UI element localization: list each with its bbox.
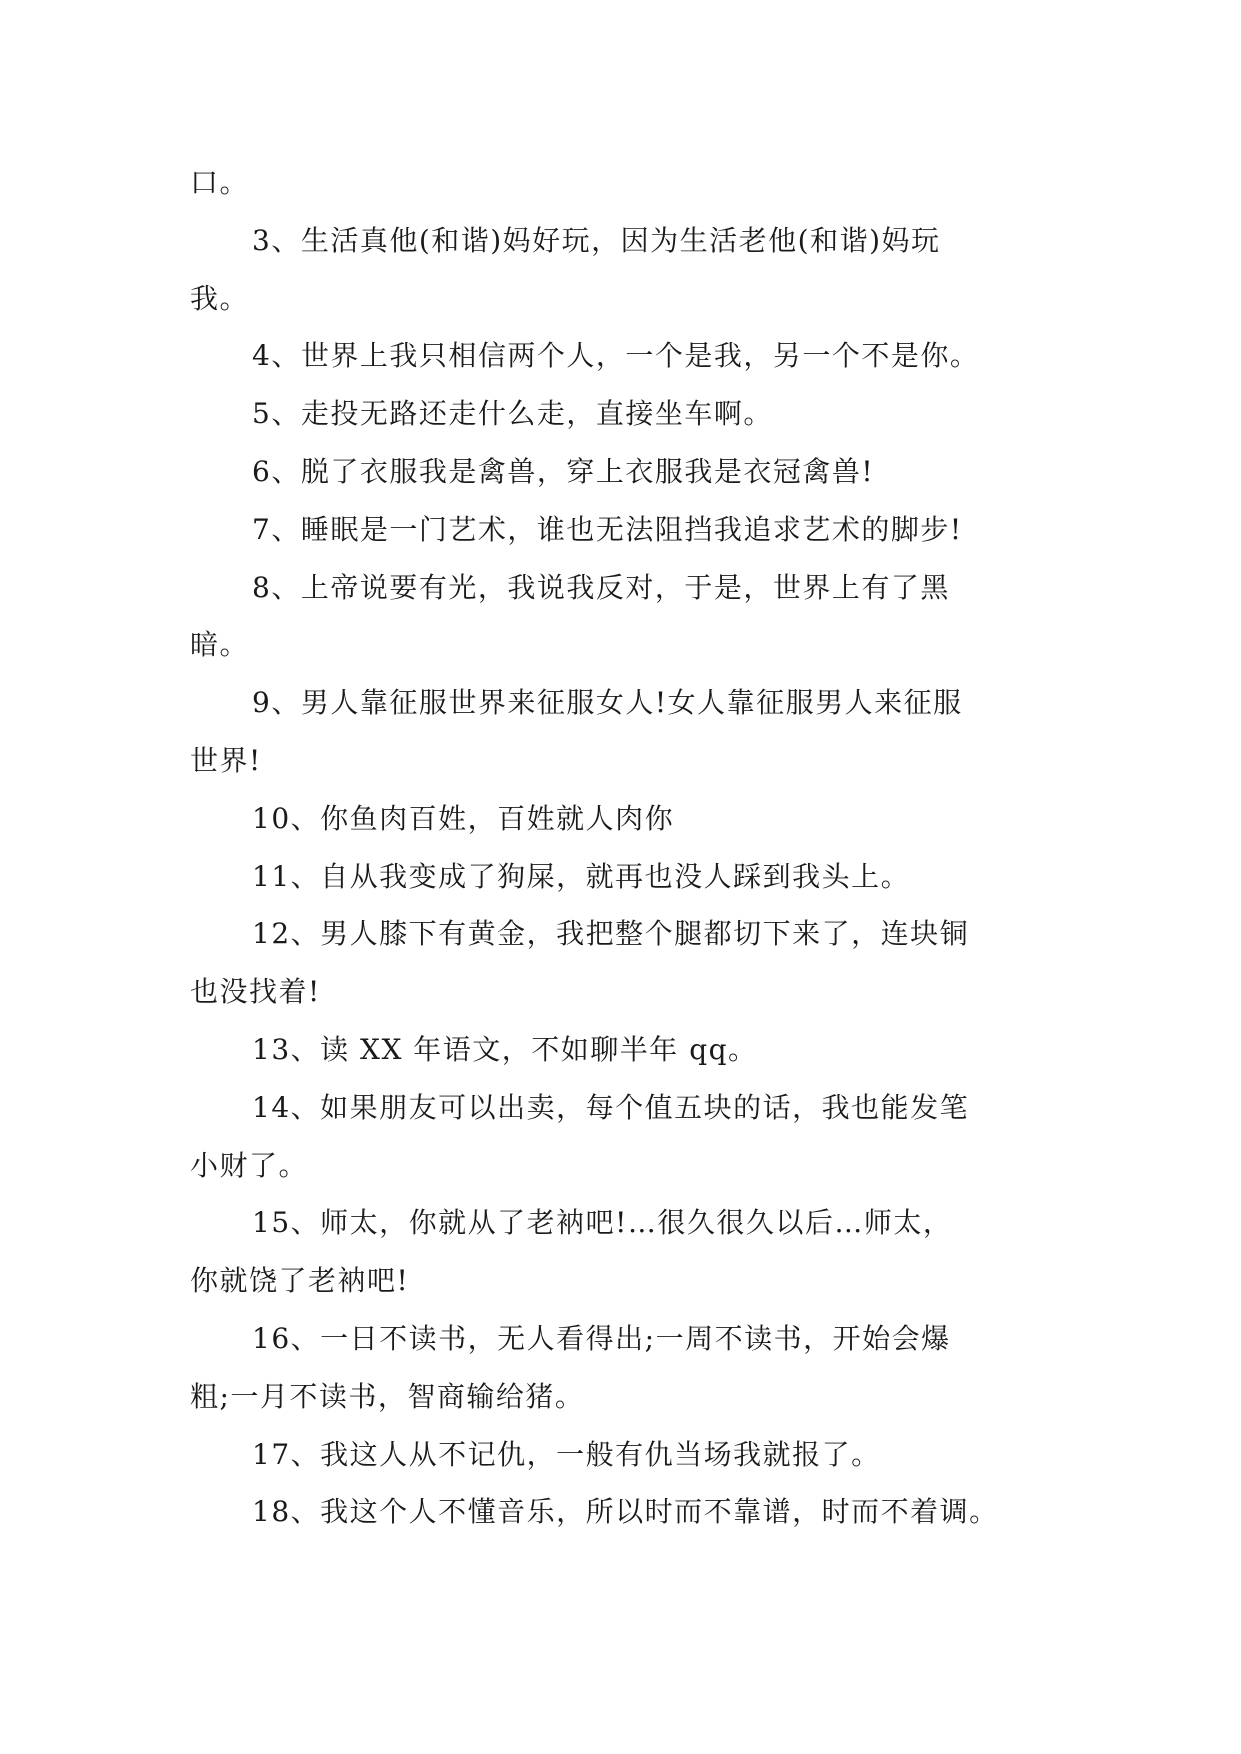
list-item-5: 5、走投无路还走什么走，直接坐车啊。 bbox=[252, 397, 773, 431]
list-item-12-line-1: 12、男人膝下有黄金，我把整个腿都切下来了，连块铜 bbox=[252, 917, 970, 951]
list-item-14-line-1: 14、如果朋友可以出卖，每个值五块的话，我也能发笔 bbox=[252, 1090, 970, 1124]
list-item-14-line-2: 小财了。 bbox=[190, 1148, 309, 1182]
list-item-9-line-1: 9、男人靠征服世界来征服女人!女人靠征服男人来征服 bbox=[252, 686, 963, 720]
list-item-16-line-2: 粗;一月不读书，智商输给猪。 bbox=[190, 1379, 585, 1413]
list-item-7: 7、睡眠是一门艺术，谁也无法阻挡我追求艺术的脚步! bbox=[252, 512, 963, 546]
list-item-8-line-2: 暗。 bbox=[190, 628, 250, 662]
document-body bbox=[190, 154, 1050, 1541]
list-item-18: 18、我这个人不懂音乐，所以时而不靠谱，时而不着调。 bbox=[252, 1495, 999, 1529]
list-item-10: 10、你鱼肉百姓，百姓就人肉你 bbox=[252, 801, 675, 835]
list-item-8-line-1: 8、上帝说要有光，我说我反对，于是，世界上有了黑 bbox=[252, 570, 950, 604]
list-item-12-line-2: 也没找着! bbox=[190, 975, 321, 1009]
list-item-3-line-1: 3、生活真他(和谐)妈好玩，因为生活老他(和谐)妈玩 bbox=[252, 223, 941, 257]
list-item-4: 4、世界上我只相信两个人，一个是我，另一个不是你。 bbox=[252, 339, 980, 373]
list-item-15-line-2: 你就饶了老衲吧! bbox=[190, 1264, 410, 1298]
list-item-11: 11、自从我变成了狗屎，就再也没人踩到我头上。 bbox=[252, 859, 911, 893]
list-item-15-line-1: 15、师太，你就从了老衲吧!…很久很久以后…师太， bbox=[252, 1206, 953, 1240]
list-item-13: 13、读 XX 年语文，不如聊半年 qq。 bbox=[252, 1032, 758, 1066]
text-line: 口。 bbox=[190, 166, 250, 199]
list-item-16-line-1: 16、一日不读书，无人看得出;一周不读书，开始会爆 bbox=[252, 1321, 951, 1355]
list-item-3-line-2: 我。 bbox=[190, 281, 250, 315]
list-item-17: 17、我这人从不记仇，一般有仇当场我就报了。 bbox=[252, 1437, 881, 1471]
list-item-9-line-2: 世界! bbox=[190, 743, 262, 777]
list-item-6: 6、脱了衣服我是禽兽，穿上衣服我是衣冠禽兽! bbox=[252, 454, 875, 488]
